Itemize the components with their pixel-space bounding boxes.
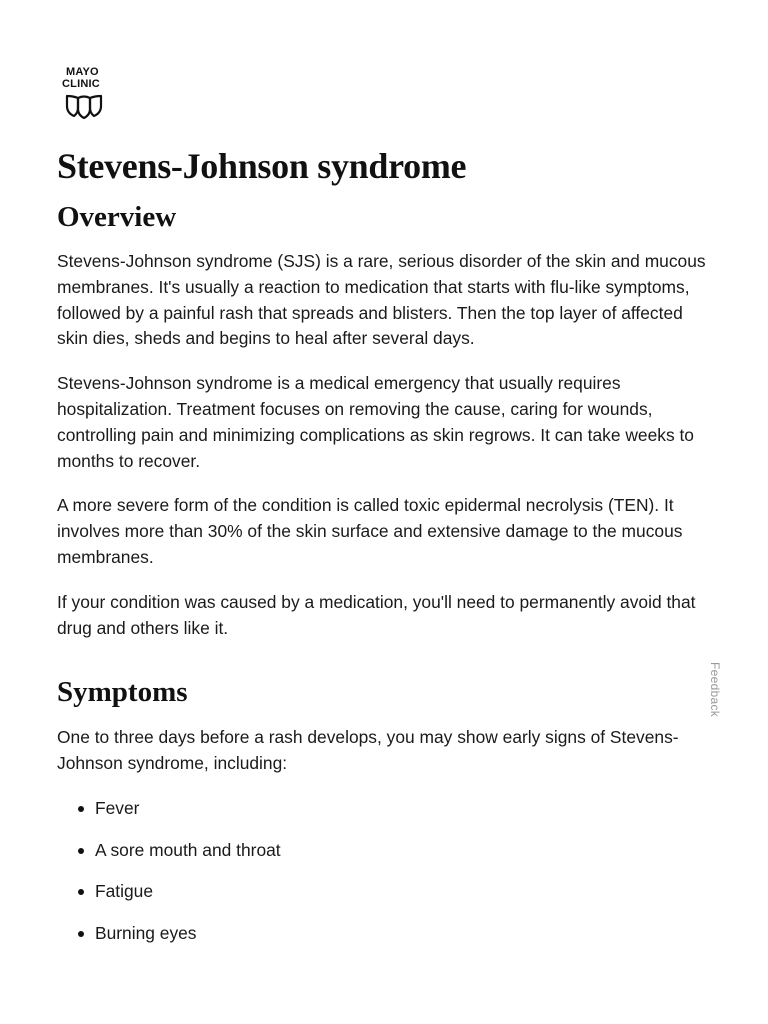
mayo-shields-icon xyxy=(65,93,103,119)
list-item xyxy=(57,796,707,822)
list-item-text: A sore mouth and throat xyxy=(95,839,281,860)
mayo-clinic-logo[interactable] xyxy=(62,66,108,119)
bullet-icon xyxy=(78,889,84,895)
overview-paragraph: Stevens-Johnson syndrome is a medical emergency that usually requires hospitalization. Treatment focuses on removing the cause, caring for wounds, controlling pain and minimizing complications as skin regrows. It can take weeks to months to recover. xyxy=(57,373,694,471)
article-content xyxy=(57,140,707,962)
list-item xyxy=(57,879,707,905)
bullet-icon xyxy=(78,931,84,937)
list-item xyxy=(57,921,707,947)
list-item-text: Fatigue xyxy=(95,881,154,902)
list-item-text: Burning eyes xyxy=(95,922,197,943)
overview-paragraph: Stevens-Johnson syndrome (SJS) is a rare, serious disorder of the skin and mucous membranes. It's usually a reaction to medication that starts with flu-like symptoms, followed by a painful rash that spreads and blisters. Then the top layer of affected skin dies, sheds and begins to heal after several days. xyxy=(57,251,706,349)
page-title: Stevens-Johnson syndrome xyxy=(57,146,467,186)
symptoms-list xyxy=(57,796,707,947)
bullet-icon xyxy=(78,806,84,812)
feedback-tab[interactable]: Feedback xyxy=(708,662,722,718)
overview-heading: Overview xyxy=(57,201,177,233)
logo-line-2: CLINIC xyxy=(62,78,100,90)
logo-line-1: MAYO xyxy=(66,66,99,78)
list-item xyxy=(57,838,707,864)
overview-paragraph: If your condition was caused by a medication, you'll need to permanently avoid that drug and others like it. xyxy=(57,591,696,638)
symptoms-intro: One to three days before a rash develops, you may show early signs of Stevens-Johnson syndrome, including: xyxy=(57,727,679,774)
symptoms-heading: Symptoms xyxy=(57,676,188,709)
overview-paragraph: A more severe form of the condition is called toxic epidermal necrolysis (TEN). It involves more than 30% of the skin surface and extensive damage to the mucous membranes. xyxy=(57,495,683,567)
list-item-text: Fever xyxy=(95,797,140,818)
bullet-icon xyxy=(78,848,84,854)
